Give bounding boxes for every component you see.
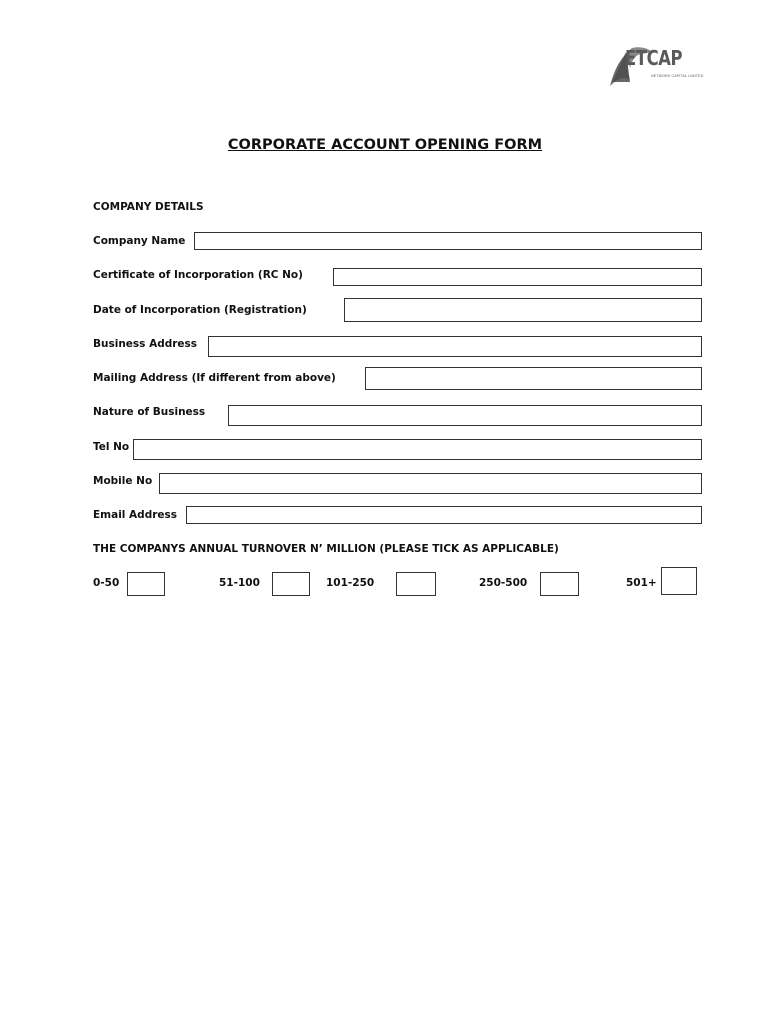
label-tel-no: Tel No bbox=[93, 441, 130, 453]
date-of-incorporation-field[interactable] bbox=[344, 298, 702, 322]
nature-of-business-field[interactable] bbox=[228, 405, 702, 426]
label-company-name: Company Name bbox=[93, 235, 186, 247]
turnover-option-label-101-250: 101-250 bbox=[326, 577, 375, 589]
turnover-checkbox-101-250[interactable] bbox=[396, 572, 436, 596]
label-date-of-incorporation: Date of Incorporation (Registration) bbox=[93, 304, 307, 316]
label-email-address: Email Address bbox=[93, 509, 178, 521]
turnover-option-label-0-50: 0-50 bbox=[93, 577, 120, 589]
company-name-field[interactable] bbox=[194, 232, 702, 250]
logo-subtext: NETWORK CAPITAL LIMITED bbox=[651, 74, 704, 78]
turnover-option-label-51-100: 51-100 bbox=[219, 577, 260, 589]
email-address-field[interactable] bbox=[186, 506, 702, 524]
label-nature-of-business: Nature of Business bbox=[93, 406, 206, 418]
turnover-checkbox-0-50[interactable] bbox=[127, 572, 165, 596]
label-mailing-address: Mailing Address (If different from above) bbox=[93, 372, 336, 384]
logo-text: ETCAP bbox=[625, 46, 683, 70]
turnover-checkbox-51-100[interactable] bbox=[272, 572, 310, 596]
turnover-checkbox-501-plus[interactable] bbox=[661, 567, 697, 595]
label-business-address: Business Address bbox=[93, 338, 198, 350]
mailing-address-field[interactable] bbox=[365, 367, 702, 390]
turnover-heading: THE COMPANYS ANNUAL TURNOVER N’ MILLION (PLEASE TICK AS APPLICABLE) bbox=[93, 543, 559, 555]
tel-no-field[interactable] bbox=[133, 439, 702, 460]
turnover-option-label-250-500: 250-500 bbox=[479, 577, 528, 589]
section-heading-company-details: COMPANY DETAILS bbox=[93, 201, 204, 213]
page-title: CORPORATE ACCOUNT OPENING FORM bbox=[227, 137, 543, 153]
business-address-field[interactable] bbox=[208, 336, 702, 357]
turnover-checkbox-250-500[interactable] bbox=[540, 572, 579, 596]
rc-no-field[interactable] bbox=[333, 268, 702, 286]
turnover-option-label-501-plus: 501+ bbox=[626, 577, 657, 589]
label-mobile-no: Mobile No bbox=[93, 475, 153, 487]
label-rc-no: Certificate of Incorporation (RC No) bbox=[93, 269, 303, 281]
mobile-no-field[interactable] bbox=[159, 473, 702, 494]
